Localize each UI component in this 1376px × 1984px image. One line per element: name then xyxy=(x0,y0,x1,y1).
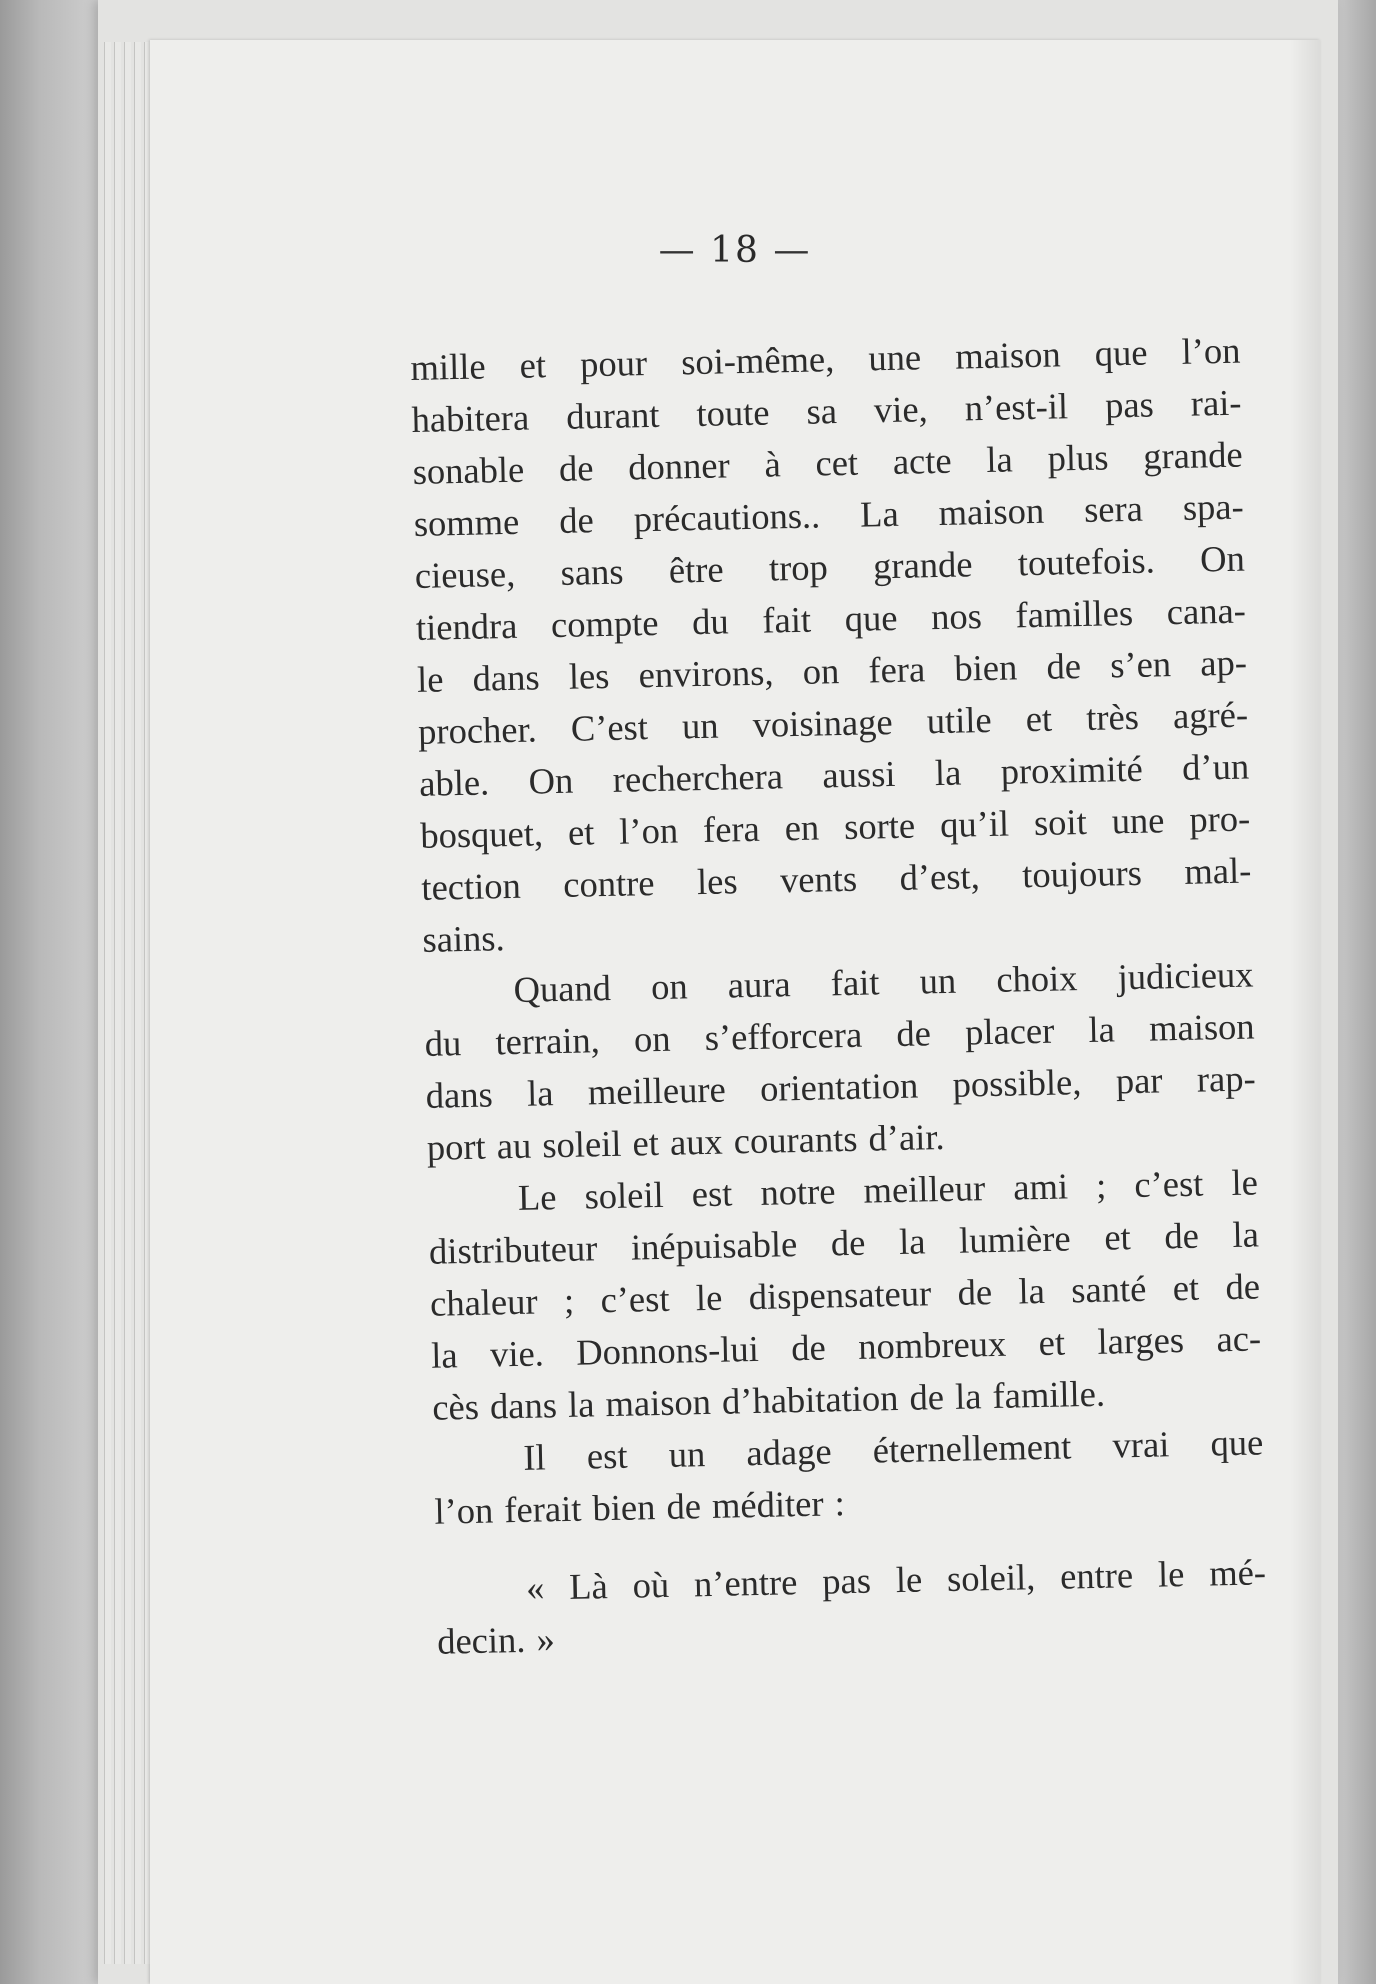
page-number xyxy=(150,230,1320,271)
text-line: Il est un adage éternellement vrai que xyxy=(522,1421,1264,1478)
text-line: Quand on aura fait un choix judicieux xyxy=(513,953,1254,1010)
quotation-paragraph xyxy=(436,1546,1268,1667)
text-line: chaleur ; c’est le dispensateur de la santé et de xyxy=(429,1265,1261,1324)
text-line: able. On recherchera aussi la proximité d’un xyxy=(418,745,1250,804)
page-edge xyxy=(104,42,111,1964)
text-line: sains. xyxy=(422,917,506,960)
page-number-suffix: — xyxy=(773,230,812,271)
text-line: Le soleil est notre meilleur ami ; c’est le xyxy=(517,1161,1259,1218)
text-line: bosquet, et l’on fera en sorte qu’il soit une pro- xyxy=(419,797,1251,856)
page-edge xyxy=(134,42,141,1964)
text-line: distributeur inépuisable de la lumière et de la xyxy=(428,1213,1260,1272)
paragraph xyxy=(433,1416,1265,1537)
text-line: tection contre les vents d’est, toujours mal- xyxy=(420,849,1252,908)
paragraph xyxy=(427,1156,1262,1433)
text-line: cieuse, sans être trop grande toutefois. On xyxy=(414,537,1246,596)
text-line: cès dans la maison d’habitation de la famille. xyxy=(431,1372,1106,1428)
text-line: dans la meilleure orientation possible, par rap- xyxy=(425,1057,1257,1116)
page-number-value: 18 xyxy=(710,230,760,271)
text-line: procher. C’est un voisinage utile et très agré- xyxy=(417,693,1249,752)
page-edge xyxy=(124,42,131,1964)
text-line: le dans les environs, on fera bien de s’en ap- xyxy=(416,641,1248,700)
text-line: du terrain, on s’efforcera de placer la maison xyxy=(424,1005,1255,1064)
text-line: tiendra compte du fait que nos familles cana- xyxy=(415,589,1247,648)
text-line: port au soleil et aux courants d’air. xyxy=(426,1115,945,1168)
text-line: decin. » xyxy=(436,1618,556,1662)
text-line: somme de précautions.. La maison sera spa- xyxy=(413,485,1245,544)
text-line: habitera durant toute sa vie, n’est-il pas rai- xyxy=(411,381,1242,440)
text-line: la vie. Donnons-lui de nombreux et larges ac- xyxy=(430,1317,1262,1376)
page-number-prefix: — xyxy=(658,230,697,271)
book-page xyxy=(150,40,1320,1984)
text-line: « Là où n’entre pas le soleil, entre le mé- xyxy=(525,1551,1267,1608)
text-line: l’on ferait bien de méditer : xyxy=(434,1482,846,1532)
text-line: sonable de donner à cet acte la plus grande xyxy=(412,433,1243,492)
text-line: mille et pour soi-même, une maison que l’on xyxy=(410,329,1241,388)
page-edge xyxy=(114,42,121,1964)
body-text xyxy=(410,325,1268,1668)
paragraph xyxy=(423,948,1257,1173)
paragraph xyxy=(410,325,1253,966)
